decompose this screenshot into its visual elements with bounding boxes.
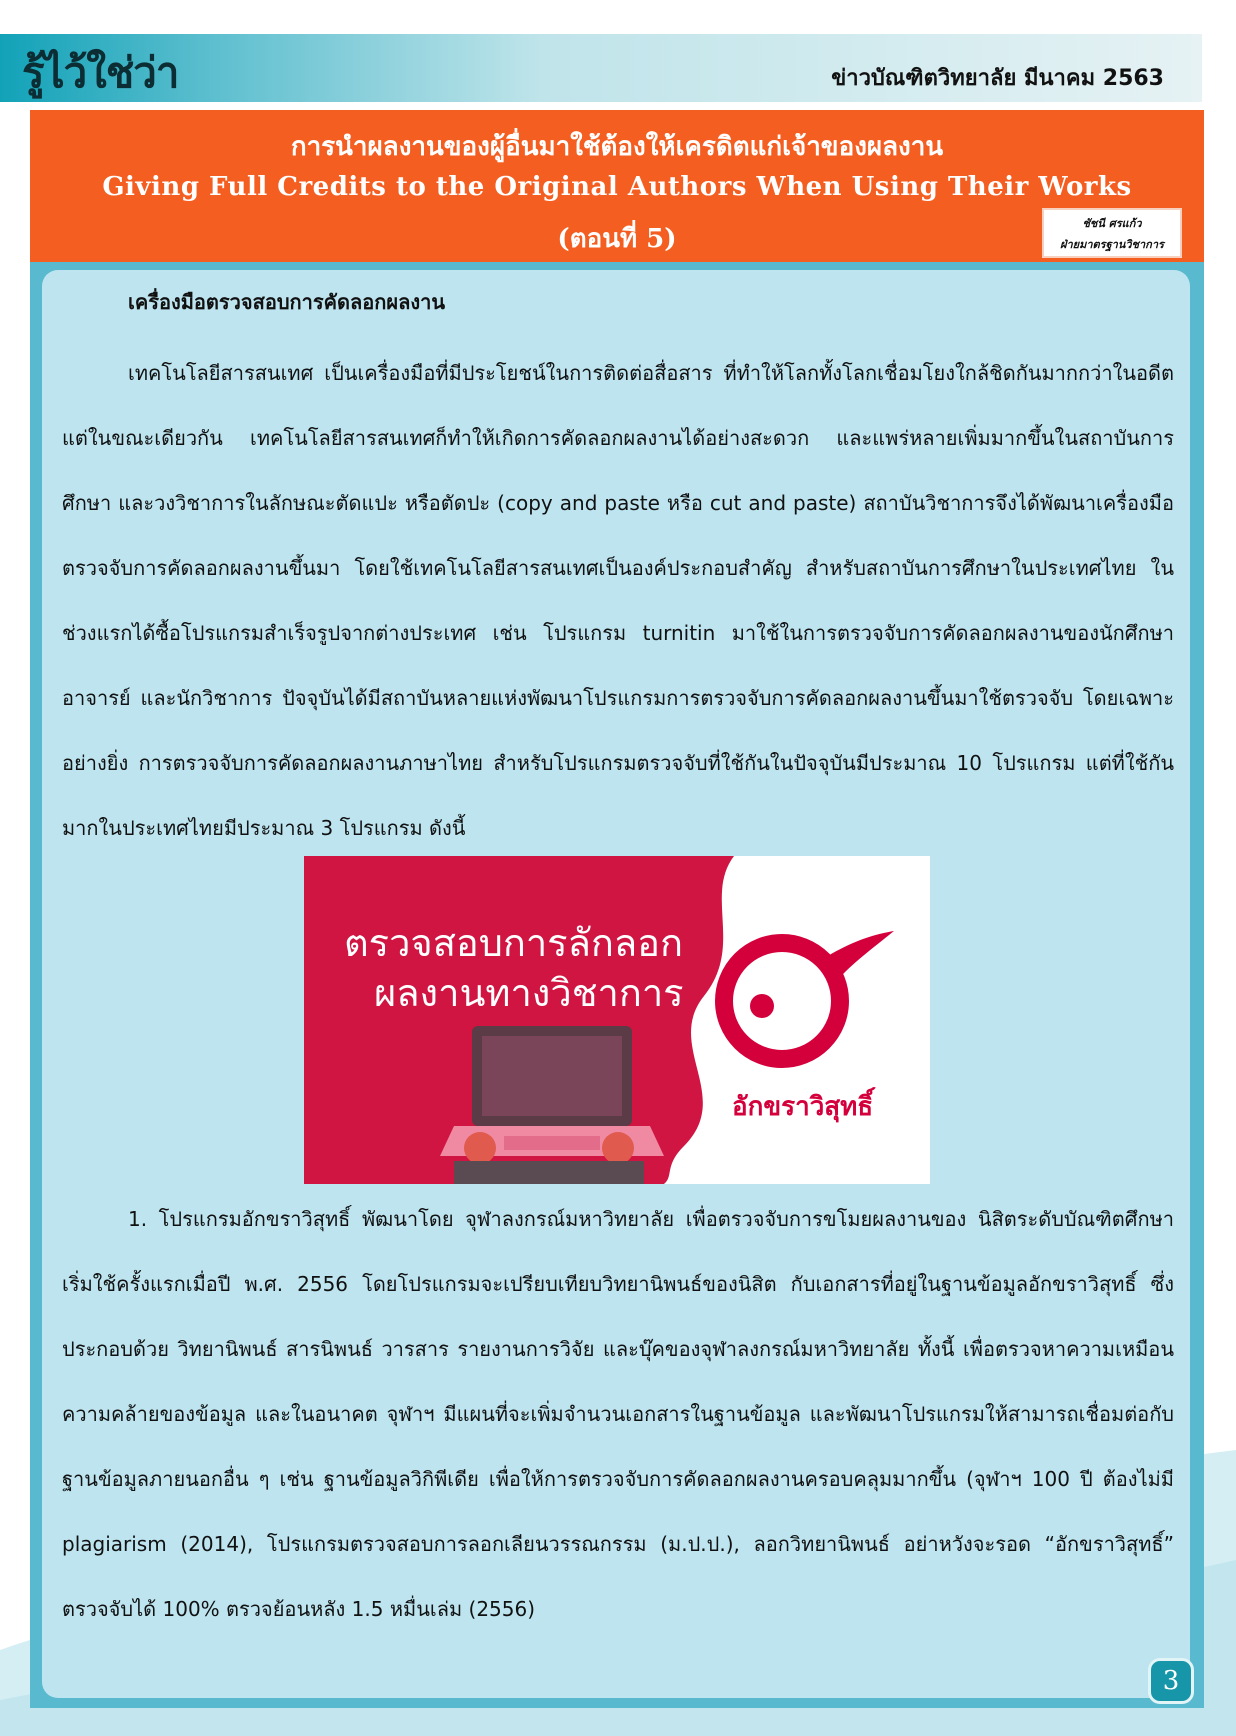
paragraph-1 — [62, 341, 1174, 861]
title-banner — [30, 110, 1204, 262]
figure-caption-line-2: ผลงานทางวิชาการ — [374, 971, 684, 1015]
page-number-badge: 3 — [1148, 1658, 1194, 1704]
article-part-label: (ตอนที่ 5) — [557, 224, 677, 254]
paragraph-1-text: เทคโนโลยีสารสนเทศ เป็นเครื่องมือที่มีประโยชน์ในการติดต่อสื่อสาร ที่ทำให้โลกทั้งโลกเชื่อมโยงใกล้ชิดกันมากกว่าในอดีต แต่ในขณะเดียวกัน เทคโนโลยีสารสนเทศก็ทำให้เกิดการคัดลอกผลงานได้อย่างสะดวก และแพร่หลายเพิ่มมากขึ้นในสถาบันการศึกษา และวงวิชาการในลักษณะตัดแปะ หรือตัดปะ (copy and paste หรือ cut and paste) สถาบันวิชาการจึงได้พัฒนาเครื่องมือตรวจจับการคัดลอกผลงานขึ้นมา โดยใช้เทคโนโลยีสารสนเทศเป็นองค์ประกอบสำคัญ สำหรับสถาบันการศึกษาในประเทศไทย ในช่วงแรกได้ซื้อโปรแกรมสำเร็จรูปจากต่างประเทศ เช่น โปรแกรม turnitin มาใช้ในการตรวจจับการคัดลอกผลงานของนักศึกษา อาจารย์ และนักวิชาการ ปัจจุบันได้มีสถาบันหลายแห่งพัฒนาโปรแกรมการตรวจจับการคัดลอกผลงานขึ้นมาใช้ตรวจจับ โดยเฉพาะอย่างยิ่ง การตรวจจับการคัดลอกผลงานภาษาไทย สำหรับโปรแกรมตรวจจับที่ใช้กันในปัจจุบันมีประมาณ 10 โปรแกรม แต่ที่ใช้กันมากในประเทศไทยมีประมาณ 3 โปรแกรม ดังนี้ — [62, 361, 1174, 840]
author-department: ฝ่ายมาตรฐานวิชาการ — [1060, 238, 1164, 251]
section-heading: เครื่องมือตรวจสอบการคัดลอกผลงาน — [128, 290, 445, 314]
author-name: ชัชนี ศรแก้ว — [1082, 217, 1142, 230]
akarawisut-logo — [724, 931, 894, 1059]
akarawisut-figure — [304, 856, 930, 1184]
article-title-english: Giving Full Credits to the Original Authors When Using Their Works — [102, 172, 1132, 202]
paragraph-2 — [62, 1187, 1174, 1642]
section-label: รู้ไว้ใช่ว่า — [22, 48, 179, 97]
paragraph-2-text: 1. โปรแกรมอักขราวิสุทธิ์ พัฒนาโดย จุฬาลงกรณ์มหาวิทยาลัย เพื่อตรวจจับการขโมยผลงานของ นิสิตระดับบัณฑิตศึกษา เริ่มใช้ครั้งแรกเมื่อปี พ.ศ. 2556 โดยโปรแกรมจะเปรียบเทียบวิทยานิพนธ์ของนิสิต กับเอกสารที่อยู่ในฐานข้อมูลอักขราวิสุทธิ์ ซึ่งประกอบด้วย วิทยานิพนธ์ สารนิพนธ์ วารสาร รายงานการวิจัย และบุ๊คของจุฬาลงกรณ์มหาวิทยาลัย ทั้งนี้ เพื่อตรวจหาความเหมือน ความคล้ายของข้อมูล และในอนาคต จุฬาฯ มีแผนที่จะเพิ่มจำนวนเอกสารในฐานข้อมูล และพัฒนาโปรแกรมให้สามารถเชื่อมต่อกับฐานข้อมูลภายนอกอื่น ๆ เช่น ฐานข้อมูลวิกิพีเดีย เพื่อให้การตรวจจับการคัดลอกผลงานครอบคลุมมากขึ้น (จุฬาฯ 100 ปี ต้องไม่มี plagiarism (2014), โปรแกรมตรวจสอบการลอกเลียนวรรณกรรม (ม.ป.ป.), ลอกวิทยานิพนธ์ อย่าหวังจะรอด “อักขราวิสุทธิ์” ตรวจจับได้ 100% ตรวจย้อนหลัง 1.5 หมื่นเล่ม (2556) — [62, 1207, 1174, 1621]
figure-brand-name: อักขราวิสุทธิ์ — [732, 1092, 874, 1122]
author-box — [1042, 208, 1182, 258]
figure-caption-line-1: ตรวจสอบการลักลอก — [344, 921, 683, 965]
issue-label: ข่าวบัณฑิตวิทยาลัย มีนาคม 2563 — [831, 66, 1164, 91]
article-title-thai: การนำผลงานของผู้อื่นมาใช้ต้องให้เครดิตแก่เจ้าของผลงาน — [290, 132, 944, 162]
